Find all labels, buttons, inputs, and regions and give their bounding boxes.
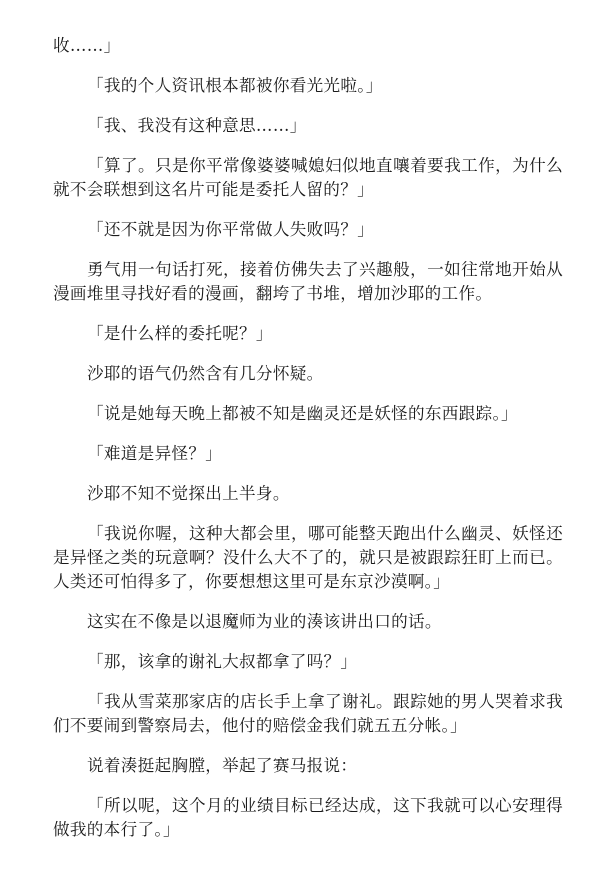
paragraph-8: 沙耶的语气仍然含有几分怀疑。 xyxy=(87,364,324,383)
paragraph-3: 「我、我没有这种意思……」 xyxy=(87,116,307,135)
paragraph-15: 「我从雪菜那家店的店长手上拿了谢礼。跟踪她的男人哭着求我们不要闹到警察局去，他付的赔偿金我们就五五分帐。」 xyxy=(53,692,563,735)
paragraph-11: 沙耶不知不觉探出上半身。 xyxy=(87,484,290,503)
paragraph-14: 「那，该拿的谢礼大叔都拿了吗？」 xyxy=(87,652,358,671)
paragraph-9: 「说是她每天晚上都被不知是幽灵还是妖怪的东西跟踪。」 xyxy=(87,404,518,423)
paragraph-7: 「是什么样的委托呢？」 xyxy=(87,324,273,343)
paragraph-12: 「我说你喔，这种大都会里，哪可能整天跑出什么幽灵、妖怪还是异怪之类的玩意啊？没什么大不了的，就只是被跟踪狂盯上而已。人类还可怕得多了，你要想想这里可是东京沙漠啊。」 xyxy=(53,524,563,591)
paragraph-1: 收……」 xyxy=(53,36,121,55)
paragraph-17: 「所以呢，这个月的业绩目标已经达成，这下我就可以心安理得做我的本行了。」 xyxy=(53,796,563,839)
paragraph-13: 这实在不像是以退魔师为业的湊该讲出口的话。 xyxy=(87,612,442,631)
paragraph-2: 「我的个人资讯根本都被你看光光啦。」 xyxy=(87,76,383,95)
novel-page xyxy=(53,34,563,858)
paragraph-6: 勇气用一句话打死，接着仿佛失去了兴趣般，一如往常地开始从漫画堆里寻找好看的漫画，翻垮了书堆，增加沙耶的工作。 xyxy=(53,260,563,303)
paragraph-4: 「算了。只是你平常像婆婆喊媳妇似地直嚷着要我工作，为什么就不会联想到这名片可能是委托人留的？」 xyxy=(53,156,563,199)
paragraph-10: 「难道是异怪？」 xyxy=(87,444,223,463)
paragraph-5: 「还不就是因为你平常做人失败吗？」 xyxy=(87,220,375,239)
paragraph-16: 说着湊挺起胸膛，举起了赛马报说： xyxy=(87,756,358,775)
